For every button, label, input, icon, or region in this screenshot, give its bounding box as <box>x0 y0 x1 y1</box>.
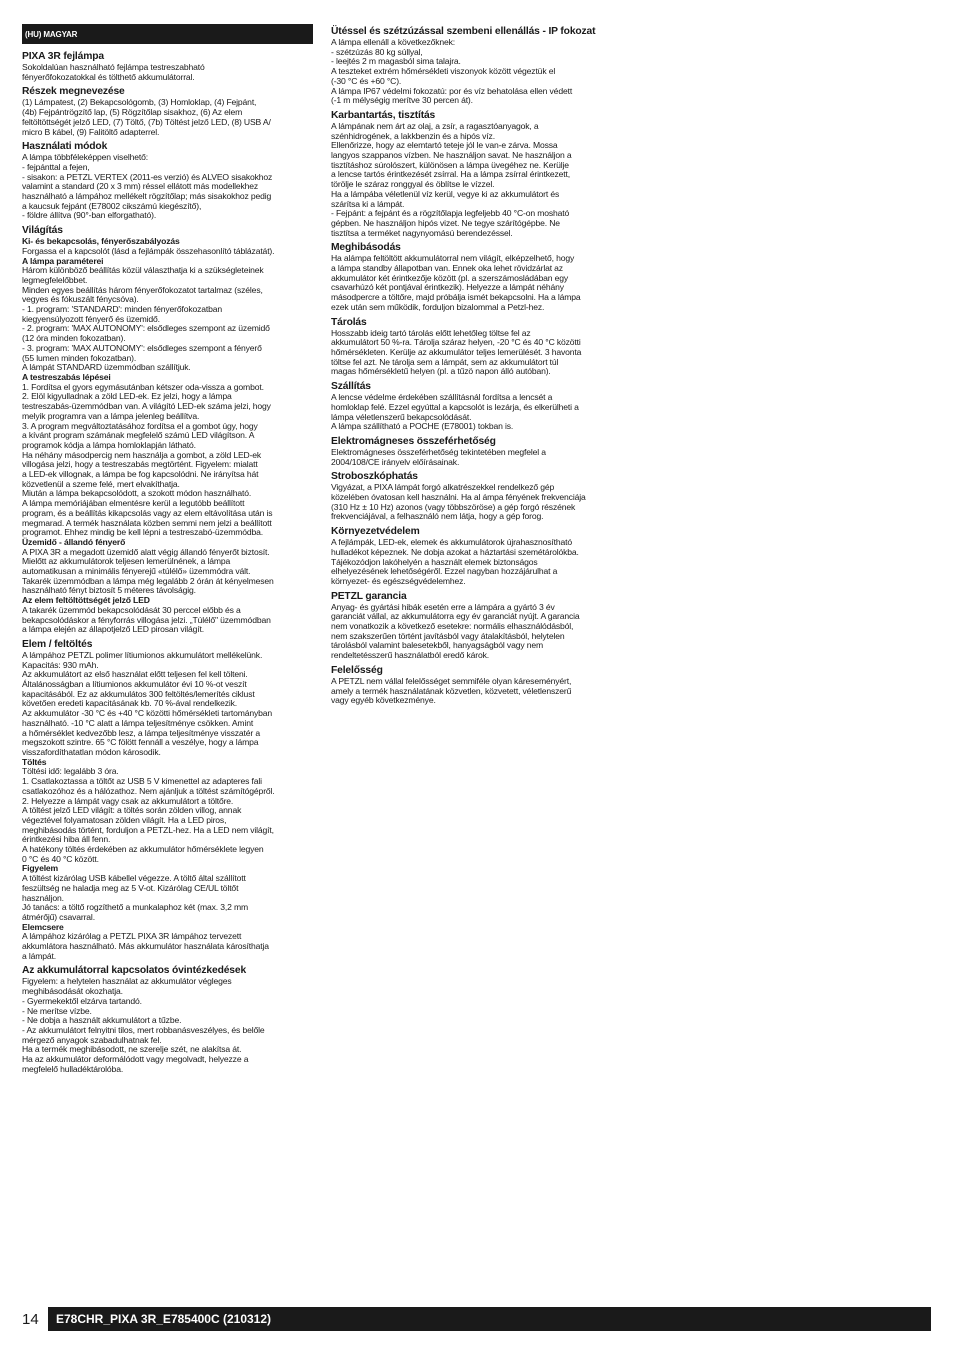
section-tarolas <box>331 317 622 378</box>
paragraph: A lámpához PETZL polimer lítiumionos akkumulátort mellékelünk. Kapacitás: 930 mAh. Az akkumulátort az első használat előtt teljesen fel kell tölteni. Általánosságban a lítiumionos akkumulátor évi 10 %-ot veszít kapacitásából. Ez az akkumulátos 300 feltöltés/lemerítés ciklust követően eredeti kapacitásának kb. 70 %-ával rendelkezik. Az akkumulátor -30 °C és +40 °C közötti hőmérsékleti tartományban használható. -10 °C alatt a lámpa teljesítménye csökken. Amint a hőmérséklet kedvezőbb lesz, a lámpa teljesítménye visszatér a megszokott szintre. 65 °C fölött fennáll a veszélye, hogy a lámpa visszafordíthatatlan módon károsodik. <box>22 649 273 757</box>
document-reference: E78CHR_PIXA 3R_E785400C (210312) <box>48 1307 931 1331</box>
section-kornyezetvedelem <box>331 526 622 587</box>
paragraph: A PETZL nem vállal felelősséget semmiféle olyan káreseményért, amely a termék használatának közvetlen, közvetett, véletlenszerű vagy egyéb következménye. <box>331 675 572 706</box>
paragraph: Anyag- és gyártási hibák esetén erre a lámpára a gyártó 3 év garanciát vállal, az akkumulátorra egy év garanciát nyújt. A garancia nem vonatkozik a következő esetekre: normális elhasználódásból, nem szakszerűen történt javításból vagy átalakításból, helytelen tárolásból valamint balesetekből, hanyagságból vagy nem rendeltetésszerű használatból eredő károk. <box>331 601 580 661</box>
left-sections <box>22 51 313 1075</box>
section-heading: Tárolás <box>331 316 367 328</box>
section-szallitas <box>331 381 622 432</box>
section-heading: Meghibásodás <box>331 242 401 254</box>
paragraph: Ha alámpa feltöltött akkumulátorral nem világít, elképzelhető, hogy a lámpa standby állapotban van. Ennek oka lehet rövidzárlat az akkumulátor két érintkezője között (pl. a szerszámosládában egy csavarhúzó két pontjával érintkezik). Helyezze a lámpát néhány másodpercre a töltőre, majd próbálja ismét bekapcsolni. Ha a lámpa ezek után sem működik, forduljon bizalommal a Petzl-hez. <box>331 253 581 312</box>
subsection-heading: Töltés <box>22 756 47 767</box>
paragraph: Sokoldalúan használható fejlámpa testreszabható fényerőfokozatokkal és tölthető akkumulátorral. <box>22 62 205 82</box>
language-label: (HU) MAGYAR <box>22 24 313 44</box>
section-heading: Stroboszkóphatás <box>331 471 418 483</box>
paragraph: Vigyázat, a PIXA lámpát forgó alkatrészekkel rendelkező gép közelében óvatosan kell használni. Ha al ámpa fényének frekvenciája (310 Hz ± 10 Hz) azonos (vagy többszöröse) a gép forgó részének frekvenciájával, a felhasználó nem látja, hogy a gép forog. <box>331 482 586 522</box>
subsection-heading: A testreszabás lépései <box>22 371 111 382</box>
paragraph: A lámpához kizárólag a PETZL PIXA 3R lámpához tervezett akkumlátora használható. Más akkumulátor használata károsíthatja a lámpát. <box>22 931 269 961</box>
subsection-heading: Figyelem <box>22 863 59 874</box>
section-az-akkumulatorral-kapcsolatos-ovintezkedesek <box>22 965 313 1074</box>
paragraph: A takarék üzemmód bekapcsolódását 30 perccel előbb és a bekapcsolódáskor a fényforrás villogása jelzi. „Túlélő" üzemmódban a lámpa elején az állapotjelző LED pirosan világít. <box>22 604 271 635</box>
section-elektromagneses-osszeferhetoseg <box>331 436 622 467</box>
section-felelosseg <box>331 665 622 706</box>
section-heading: Használati módok <box>22 141 108 153</box>
page-footer <box>22 1307 931 1331</box>
paragraph: A PIXA 3R a megadott üzemidő alatt végig állandó fényerőt biztosít. Mielőtt az akkumulátorok teljesen lemerülnének, a lámpa automatikusan a minimális fényerejű «túlélő» üzemmódra vált. Takarék üzemmódban a lámpa még legalább 2 órán át kényelmesen használható fényt biztosít 5 méteres távolságig. <box>22 546 274 596</box>
paragraph: A fejlámpák, LED-ek, elemek és akkumulátorok újrahasznosítható hulladékot képeznek. Ne dobja azokat a háztartási szemétárolókba. Tájékozódjon lakóhelyén a használt elemek biztonságos elhelyezésének lehetőségéről. Ezzel nagyban hozzájárulhat a környezet- és egészségvédelemhez. <box>331 537 579 586</box>
paragraph: A lámpa ellenáll a következőknek: - szétzúzás 80 kg súllyal, - leejtés 2 m magasból sima talajra. A teszteket extrém hőmérsékleti viszonyok között végeztük el (-30 °C és +60 °C). A lámpa IP67 védelmi fokozatú: por és víz behatolása ellen védett (-1 m mélységig merítve 30 percen át). <box>331 37 573 106</box>
left-column <box>22 24 313 1079</box>
section-hasznalati-modok <box>22 141 313 221</box>
right-sections <box>331 26 622 706</box>
paragraph: Három különböző beállítás közül választhatja ki a szükségleteinek legmegfelelőbbet. Minden egyes beállítás három fényerőfokozatot tartalmaz (széles, vegyes és fókuszált fénycsóva). - 1. program: 'STANDARD': minden fényerőfokozatban kiegyensúlyozott fényerő és üzemidő. - 2. program: 'MAX AUTONOMY': elsődleges szempont az üzemidő (12 óra minden fokozatban). - 3. program: 'MAX AUTONOMY': elsődleges szempont a fényerő (55 lumen minden fokozatban). A lámpát STANDARD üzemmódban szállítjuk. <box>22 265 270 373</box>
section-meghibasodas <box>331 242 622 312</box>
paragraph: Töltési idő: legalább 3 óra. 1. Csatlakoztassa a töltőt az USB 5 V kimenettel az adapteres fali csatlakozóhoz és a hálózathoz. Nem ajánljuk a töltést számítógépről. 2. Helyezze a lámpát vagy csak az akkumulátort a töltőre. A töltést jelző LED világít: a töltés során zölden villog, annak végeztével folyamatosan zölden világít. Ha a LED piros, meghibásodás történt, forduljon a PETZL-hez. Ha a LED nem világít, érintkezési hiba áll fenn. A hatékony töltés érdekében az akkumulátor hőmérséklete legyen 0 °C és 40 °C között. <box>22 766 275 864</box>
paragraph: Elektromágneses összeférhetőség tekintetében megfelel a 2004/108/CE irányelv előírásainak. <box>331 446 546 467</box>
subsection-heading: A lámpa paraméterei <box>22 255 104 266</box>
paragraph: 1. Fordítsa el gyors egymásutánban kétszer oda-vissza a gombot. 2. Elöl kigyulladnak a zöld LED-ek. Ez jelzi, hogy a lámpa testreszabás-üzemmódban van. A világító LED-ek száma jelzi, hogy melyik programra van a lámpa jelenleg beállítva. 3. A program megváltoztatásához fordítsa el a gombot úgy, hogy a kívánt program számának megfelelő számú LED világítson. A programok kódja a lámpa homloklapján látható. Ha néhány másodpercig nem használja a gombot, a zöld LED-ek villogása jelzi, hogy a testreszabás megtörtént. Figyelem: mialatt a LED-ek villognak, a lámpa be fog kapcsolódni. Ne irányítsa hát közvetlenül a szeme felé, mert elvakíthatja. Miután a lámpa bekapcsolódott, a szokott módon használható. A lámpa memóriájában elmentésre kerül a legutóbb beállított program, és a beállítás kikapcsolás vagy az elem eltávolítása után is megmarad. A termék használata közben semmi nem jelzi a beállított programot. Ehhez mindig be kell lépni a testreszabó-üzemmódba. <box>22 381 273 538</box>
section-heading: Elektromágneses összeférhetőség <box>331 435 496 447</box>
paragraph: Forgassa el a kapcsolót (lásd a fejlámpák összehasonlító táblázatát). <box>22 245 275 256</box>
section-utessel-es-szetzuzassal-szembeni-ellenallas-ip-fokozat <box>331 26 622 106</box>
paragraph: Figyelem: a helytelen használat az akkumulátor végleges meghibásodását okozhatja. - Gyermekektől elzárva tartandó. - Ne merítse vízbe. - Ne dobja a használt akkumulátort a tűzbe. - Az akkumulátort felnyitni tilos, mert robbanásveszélyes, és belőle mérgező anyagok szabadulhatnak fel. Ha a termék meghibásodott, ne szerelje szét, ne alakítsa át. Ha az akkumulátor deformálódott vagy megolvadt, helyezze a megfelelő hulladéktárolóba. <box>22 976 265 1074</box>
subsection-heading: Üzemidő - állandó fényerő <box>22 536 126 547</box>
subsection-heading: Elemcsere <box>22 921 64 932</box>
section-heading: Felelősség <box>331 664 383 676</box>
section-heading: Részek megnevezése <box>22 86 125 98</box>
subsection-heading: Az elem feltöltöttségét jelző LED <box>22 595 150 606</box>
section-karbantartas-tisztitas <box>331 110 622 238</box>
section-heading: Az akkumulátorral kapcsolatos óvintézkedések <box>22 965 247 977</box>
section-pixa-3r-fejlampa <box>22 51 313 82</box>
paragraph: A lámpa többféleképpen viselhető: - fejpánttal a fejen, - sisakon: a PETZL VERTEX (2011-es verzió) és ALVEO sisakokhoz valamint a standard (20 x 3 mm) réssel ellátott más modellekhez használható a lámpához mellékelt rögzítőlap; más sisakokhoz pedig a kaucsuk fejpánt (E78002 cikszámú kiegészítő), - földre állítva (90°-ban elforgatható). <box>22 152 273 221</box>
section-heading: Ütéssel és szétzúzással szembeni ellenállás - IP fokozat <box>331 26 596 37</box>
paragraph: A töltést kizárólag USB kábellel végezze. A töltő által szállított feszültség ne haladja meg az 5 V-ot. Kizárólag CE/UL töltőt használjon. Jó tanács: a töltő rogzíthető a munkalaphoz két (max. 3,2 mm átmérőjű) csavarral. <box>22 873 249 922</box>
right-column <box>331 26 622 710</box>
section-stroboszkophatas <box>331 471 622 522</box>
section-elem-feltoltes <box>22 639 313 962</box>
section-vilagitas <box>22 225 313 635</box>
paragraph: A lencse védelme érdekében szállításnál fordítsa a lencsét a homloklap felé. Ezzel egyúttal a kapcsolót is lezárja, és elkerülheti a lámpa véletlenszerű bekapcsolódását. A lámpa szállítható a POCHE (E78001) tokban is. <box>331 392 579 432</box>
paragraph: Hosszabb ideig tartó tárolás előtt lehetőleg töltse fel az akkumulátort 50 %-ra. Tárolja száraz helyen, -20 °C és 40 °C közötti hőmérsékleten. Kerülje az akkumulátor teljes lemerülését. 3 havonta töltse fel azt. Ne tárolja sem a lámpát, sem az akkumulátort túl magas hőmérsékletű helyen (pl. a tűzö napon álló autóban). <box>331 327 582 377</box>
section-petzl-garancia <box>331 591 622 661</box>
section-heading: Szállítás <box>331 381 371 393</box>
page-number: 14 <box>22 1311 39 1328</box>
subsection-heading: Ki- és bekapcsolás, fényerőszabályozás <box>22 236 180 247</box>
section-heading: Világítás <box>22 225 63 237</box>
paragraph: (1) Lámpatest, (2) Bekapcsológomb, (3) Homloklap, (4) Fejpánt, (4b) Fejpántrögzítő lap, (5) Rögzítőlap sisakhoz, (6) Az elem feltöltöttségét jelző LED, (7) Töltő, (7b) Töltést jelző LED, (8) USB A/ micro B kábel, (9) Falitöltő adapterrel. <box>22 97 271 137</box>
section-heading: Környezetvédelem <box>331 526 420 538</box>
paragraph: A lámpának nem árt az olaj, a zsír, a ragasztóanyagok, a szénhidrogének, a lakkbenzin és a hipós víz. Ellenőrizze, hogy az elemtartó teteje jól le van-e zárva. Mossa langyos szappanos vízben. Ne használjon savat. Ne használjon a tisztításhoz súrolószert, különösen a lámpa üvegéhez ne. Kerülje a lencse tartós érintkezését zsírral. Ha a lámpa zsírral érintkezett, törölje le száraz ronggyal és öblítse le vízzel. Ha a lámpába véletlenül víz kerül, vegye ki az akkumulátort és szárítsa ki a lámpát. - Fejpánt: a fejpánt és a rögzítőlapja legfeljebb 40 °C-on mosható gépben. Ne használjon hipós vizet. Ne tegye szárítógépbe. Ne tisztítsa a terméket nagynyomású berendezéssel. <box>331 120 572 238</box>
section-heading: PETZL garancia <box>331 590 407 602</box>
section-heading: Karbantartás, tisztítás <box>331 109 436 121</box>
section-heading: Elem / feltöltés <box>22 638 93 650</box>
section-heading: PIXA 3R fejlámpa <box>22 51 104 62</box>
section-reszek-megnevezese <box>22 86 313 137</box>
